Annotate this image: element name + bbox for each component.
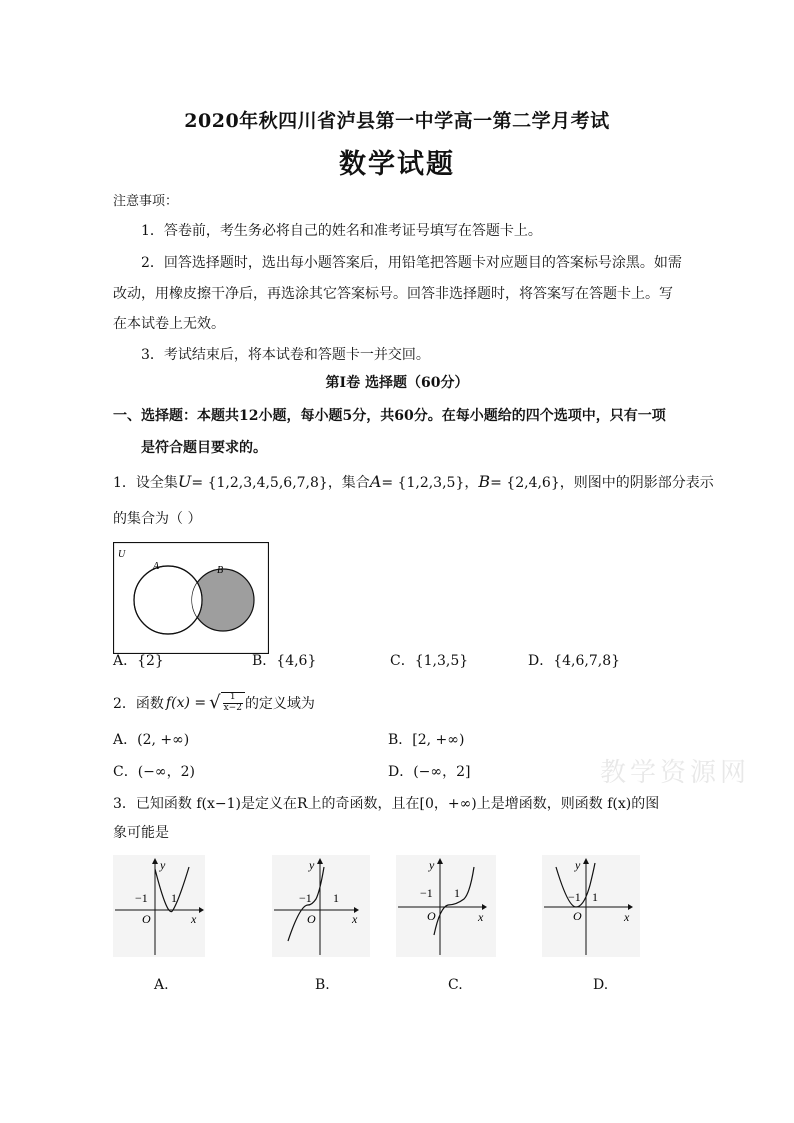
- question-1-stem: [113, 472, 714, 492]
- graph-c-origin-label: O: [427, 909, 436, 923]
- graph-c-x-label: x: [478, 910, 484, 924]
- graph-d-origin-label: O: [573, 909, 582, 923]
- q1-tail: ，则图中的阴影部分表示: [559, 475, 714, 491]
- venn-a-label: A: [153, 561, 160, 572]
- section-title: 第Ⅰ卷 选择题（60分）: [325, 375, 469, 391]
- subject-title: 数学试题: [339, 149, 455, 180]
- note-item-2-line3: 在本试卷上无效。: [113, 316, 225, 332]
- note-item-2-line2: 改动，用橡皮擦干净后，再选涂其它答案标号。回答非选择题时，将答案写在答题卡上。写: [113, 286, 673, 302]
- q1-a-set: = {1,2,3,5}: [381, 475, 465, 491]
- question-2-stem: [113, 690, 315, 716]
- graph-c-neg1-label: −1: [420, 886, 433, 900]
- q1-u-set: = {1,2,3,4,5,6,7,8}: [191, 475, 328, 491]
- q1-b-set: = {2,4,6}: [490, 475, 560, 491]
- graph-a-y-label: y: [160, 858, 166, 872]
- question-1-line2: 的集合为（ ）: [113, 511, 202, 527]
- graph-d: [542, 855, 640, 957]
- graph-c-caption: C.: [448, 977, 463, 993]
- graph-c: [396, 855, 496, 957]
- q2-tail: 的定义域为: [244, 696, 315, 712]
- graph-b-y-label: y: [309, 858, 315, 872]
- graph-a-neg1-label: −1: [135, 891, 148, 905]
- graph-c-y-label: y: [429, 858, 435, 872]
- graph-d-x-label: x: [624, 910, 630, 924]
- q1-option-c: C．{1,3,5}: [390, 653, 469, 669]
- q2-prefix: 2．函数: [113, 696, 164, 712]
- section-instructions-line2: 是符合题目要求的。: [141, 440, 267, 456]
- question-3-line1: 3．已知函数 f(x−1)是定义在R上的奇函数，且在[0，+∞)上是增函数，则函数 f(x)的图: [113, 796, 660, 812]
- graph-b: [272, 855, 370, 957]
- graph-d-pos1-label: 1: [592, 890, 598, 904]
- graph-b-x-label: x: [352, 912, 358, 926]
- q2-fraction: [221, 692, 245, 714]
- graph-a-origin-label: O: [142, 912, 151, 926]
- graph-d-y-label: y: [575, 858, 581, 872]
- q2-denominator: x−2: [223, 703, 242, 713]
- q2-option-a: A．(2, +∞): [113, 732, 190, 748]
- venn-diagram: [113, 542, 269, 654]
- graph-b-neg1-label: −1: [299, 891, 312, 905]
- graph-b-origin-label: O: [307, 912, 316, 926]
- graph-d-neg1-label: −1: [568, 890, 581, 904]
- graph-a: [113, 855, 205, 957]
- q2-numerator: 1: [229, 692, 236, 703]
- q2-option-c: C．(−∞，2): [113, 764, 195, 780]
- q2-option-d: D．(−∞，2]: [388, 764, 471, 780]
- note-item-1: 1．答卷前，考生务必将自己的姓名和准考证号填写在答题卡上。: [141, 223, 542, 239]
- q1-prefix: 1．设全集: [113, 475, 178, 491]
- q2-func: f(x) =: [165, 695, 207, 711]
- graph-c-pos1-label: 1: [454, 886, 460, 900]
- q1-mid1: ，集合: [327, 475, 370, 491]
- graph-a-x-label: x: [191, 912, 197, 926]
- question-3-line2: 象可能是: [113, 825, 169, 841]
- section-instructions-text: 一、选择题：本题共12小题，每小题5分，共60分。在每小题给的四个选项中，只有一项: [113, 408, 666, 424]
- venn-u-label: U: [118, 549, 126, 560]
- graph-b-pos1-label: 1: [333, 891, 339, 905]
- venn-b-label: B: [217, 565, 224, 576]
- q1-option-a: A．{2}: [113, 653, 164, 669]
- note-item-3: 3．考试结束后，将本试卷和答题卡一并交回。: [141, 347, 430, 363]
- graph-a-pos1-label: 1: [171, 891, 177, 905]
- graph-b-caption: B.: [315, 977, 330, 993]
- q1-b-label: B: [478, 472, 491, 491]
- q1-u-label: U: [177, 472, 192, 491]
- watermark: 教学资源网: [600, 758, 751, 788]
- section-instructions-line1: [113, 405, 666, 425]
- q1-a-label: A: [369, 472, 382, 491]
- notes-heading: 注意事项：: [113, 194, 179, 209]
- q1-option-b: B．{4,6}: [252, 653, 317, 669]
- q1-option-d: D．{4,6,7,8}: [528, 653, 621, 669]
- exam-title: 2020年秋四川省泸县第一中学高一第二学月考试: [184, 110, 610, 132]
- graph-d-caption: D.: [593, 977, 609, 993]
- q1-mid2: ，: [464, 475, 479, 491]
- q2-option-b: B．[2, +∞): [388, 732, 465, 748]
- q2-sqrt: √ $\frac{1}{x-2}$: [209, 692, 245, 714]
- note-item-2-line1: 2．回答选择题时，选出每小题答案后，用铅笔把答题卡对应题目的答案标号涂黑。如需: [141, 255, 682, 271]
- graph-a-caption: A.: [154, 977, 169, 993]
